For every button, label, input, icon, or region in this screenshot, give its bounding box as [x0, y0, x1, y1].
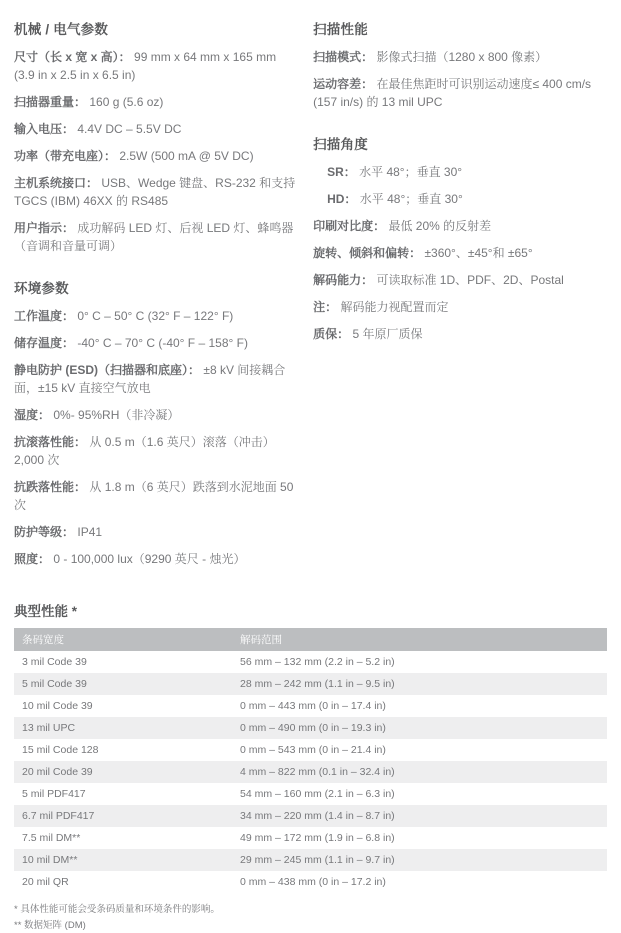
typical-performance-table [14, 628, 607, 893]
table-row [14, 761, 607, 783]
spec-scan-mode [313, 48, 607, 66]
spec-value: 0 - 100,000 lux（9290 英尺 - 烛光） [53, 552, 246, 566]
spec-roll-pitch-yaw [313, 244, 607, 262]
environmental-section [14, 277, 299, 568]
left-column [14, 18, 313, 590]
section-title-typical-performance: 典型性能 * [14, 604, 78, 619]
spec-humidity [14, 406, 299, 424]
table-row [14, 717, 607, 739]
spec-power [14, 147, 299, 165]
spec-value: 从 1.8 m（6 英尺）跌落到水泥地面 50 次 [14, 480, 294, 512]
cell-decode-range: 28 mm – 242 mm (1.1 in – 9.5 in) [232, 673, 607, 695]
spec-user-indicators [14, 219, 299, 255]
table-row [14, 805, 607, 827]
spec-label: 静电防护 (ESD)（扫描器和底座）： [14, 363, 201, 377]
cell-decode-range: 0 mm – 443 mm (0 in – 17.4 in) [232, 695, 607, 717]
typical-performance-section [14, 600, 607, 933]
spec-label: 解码能力： [313, 273, 374, 287]
table-row [14, 673, 607, 695]
table-row [14, 871, 607, 893]
spec-label: 照度： [14, 552, 51, 566]
table-row [14, 849, 607, 871]
cell-decode-range: 0 mm – 490 mm (0 in – 19.3 in) [232, 717, 607, 739]
cell-barcode-width: 13 mil UPC [14, 717, 232, 739]
spec-label: 运动容差： [313, 77, 374, 91]
spec-value: 可读取标准 1D、PDF、2D、Postal [376, 273, 564, 287]
spec-decode-note [313, 298, 607, 316]
spec-value: ±8 kV 间接耦合面，±15 kV 直接空气放电 [14, 363, 286, 395]
spec-label: 扫描模式： [313, 50, 374, 64]
spec-tumble [14, 433, 299, 469]
section-title-scan-angle: 扫描角度 [313, 137, 368, 152]
spec-label: 尺寸（长 x 宽 x 高）： [14, 50, 131, 64]
spec-dimensions [14, 48, 299, 84]
cell-barcode-width: 15 mil Code 128 [14, 739, 232, 761]
scan-performance-section [313, 18, 607, 111]
right-column [313, 18, 607, 590]
spec-scan-angle-hd [313, 190, 607, 208]
table-row [14, 827, 607, 849]
cell-barcode-width: 5 mil Code 39 [14, 673, 232, 695]
spec-label: HD： [327, 192, 357, 206]
spec-label: 用户指示： [14, 221, 75, 235]
cell-decode-range: 4 mm – 822 mm (0.1 in – 32.4 in) [232, 761, 607, 783]
cell-decode-range: 29 mm – 245 mm (1.1 in – 9.7 in) [232, 849, 607, 871]
spec-decode-capability [313, 271, 607, 289]
spec-label: 工作温度： [14, 309, 75, 323]
spec-label: 扫描器重量： [14, 95, 87, 109]
spec-value: ±360°、±45°和 ±65° [424, 246, 533, 260]
spec-value: 从 0.5 m（1.6 英尺）滚落（冲击）2,000 次 [14, 435, 275, 467]
spec-operating-temp [14, 307, 299, 325]
spec-value: USB、Wedge 键盘、RS-232 和支持 TGCS (IBM) 46XX 的 RS485 [14, 176, 296, 208]
table-row [14, 651, 607, 673]
spec-label: 印刷对比度： [313, 219, 386, 233]
spec-label: 注： [313, 300, 338, 314]
table-row [14, 695, 607, 717]
cell-barcode-width: 20 mil QR [14, 871, 232, 893]
spec-label: 储存温度： [14, 336, 75, 350]
spec-value: 水平 48°；垂直 30° [359, 192, 463, 206]
cell-barcode-width: 6.7 mil PDF417 [14, 805, 232, 827]
spec-value: 成功解码 LED 灯、后视 LED 灯、蜂鸣器（音调和音量可调） [14, 221, 294, 253]
spec-input-voltage [14, 120, 299, 138]
spec-label: 主机系统接口： [14, 176, 99, 190]
spec-value: 解码能力视配置而定 [340, 300, 449, 314]
cell-barcode-width: 20 mil Code 39 [14, 761, 232, 783]
spec-label: 旋转、倾斜和偏转： [313, 246, 422, 260]
spec-value: 0%- 95%RH（非冷凝） [53, 408, 180, 422]
table-row [14, 783, 607, 805]
cell-decode-range: 34 mm – 220 mm (1.4 in – 8.7 in) [232, 805, 607, 827]
cell-barcode-width: 7.5 mil DM** [14, 827, 232, 849]
spec-value: 影像式扫描（1280 x 800 像素） [376, 50, 548, 64]
cell-decode-range: 54 mm – 160 mm (2.1 in – 6.3 in) [232, 783, 607, 805]
spec-label: 功率（带充电座）： [14, 149, 117, 163]
spec-storage-temp [14, 334, 299, 352]
spec-value: 160 g (5.6 oz) [89, 95, 164, 109]
spec-label: 防护等级： [14, 525, 75, 539]
spec-value: IP41 [77, 525, 103, 539]
spec-label: 湿度： [14, 408, 51, 422]
cell-barcode-width: 5 mil PDF417 [14, 783, 232, 805]
mechanical-electrical-section [14, 18, 299, 255]
spec-value: 在最佳焦距时可识别运动速度≤ 400 cm/s (157 in/s) 的 13 mil UPC [313, 77, 592, 109]
spec-label: 抗跌落性能： [14, 480, 87, 494]
spec-value: 99 mm x 64 mm x 165 mm (3.9 in x 2.5 in x 6.5 in) [14, 50, 277, 82]
column-header-decode-range: 解码范围 [232, 628, 607, 651]
spec-value: 4.4V DC – 5.5V DC [77, 122, 182, 136]
cell-barcode-width: 10 mil DM** [14, 849, 232, 871]
spec-warranty [313, 325, 607, 343]
spec-motion-tolerance [313, 75, 607, 111]
spec-print-contrast [313, 217, 607, 235]
spec-label: 质保： [313, 327, 350, 341]
cell-barcode-width: 3 mil Code 39 [14, 651, 232, 673]
spec-value: 5 年原厂质保 [352, 327, 423, 341]
table-header-row [14, 628, 607, 651]
spec-label: SR： [327, 165, 356, 179]
section-title-scan-performance: 扫描性能 [313, 22, 368, 37]
cell-decode-range: 0 mm – 543 mm (0 in – 21.4 in) [232, 739, 607, 761]
spec-value: 水平 48°；垂直 30° [359, 165, 463, 179]
spec-label: 抗滚落性能： [14, 435, 87, 449]
column-header-barcode-width: 条码宽度 [14, 628, 232, 651]
spec-drop [14, 478, 299, 514]
spec-weight [14, 93, 299, 111]
footnote-datamatrix: ** 数据矩阵 (DM) [14, 920, 86, 931]
spec-label: 输入电压： [14, 122, 75, 136]
spec-esd [14, 361, 299, 397]
spec-value: 最低 20% 的反射差 [388, 219, 492, 233]
section-title-environmental: 环境参数 [14, 281, 69, 296]
footnote-performance: * 具体性能可能会受条码质量和环境条件的影响。 [14, 904, 220, 915]
spec-value: -40° C – 70° C (-40° F – 158° F) [77, 336, 248, 350]
section-title-mechanical: 机械 / 电气参数 [14, 22, 109, 37]
spec-host-interface [14, 174, 299, 210]
scan-angle-section [313, 133, 607, 343]
spec-columns [14, 18, 607, 590]
spec-value: 0° C – 50° C (32° F – 122° F) [77, 309, 234, 323]
spec-sealing [14, 523, 299, 541]
spec-scan-angle-sr [313, 163, 607, 181]
cell-decode-range: 0 mm – 438 mm (0 in – 17.2 in) [232, 871, 607, 893]
cell-decode-range: 56 mm – 132 mm (2.2 in – 5.2 in) [232, 651, 607, 673]
table-footnotes [14, 902, 607, 933]
spec-ambient-light [14, 550, 299, 568]
cell-decode-range: 49 mm – 172 mm (1.9 in – 6.8 in) [232, 827, 607, 849]
spec-value: 2.5W (500 mA @ 5V DC) [119, 149, 254, 163]
table-row [14, 739, 607, 761]
cell-barcode-width: 10 mil Code 39 [14, 695, 232, 717]
